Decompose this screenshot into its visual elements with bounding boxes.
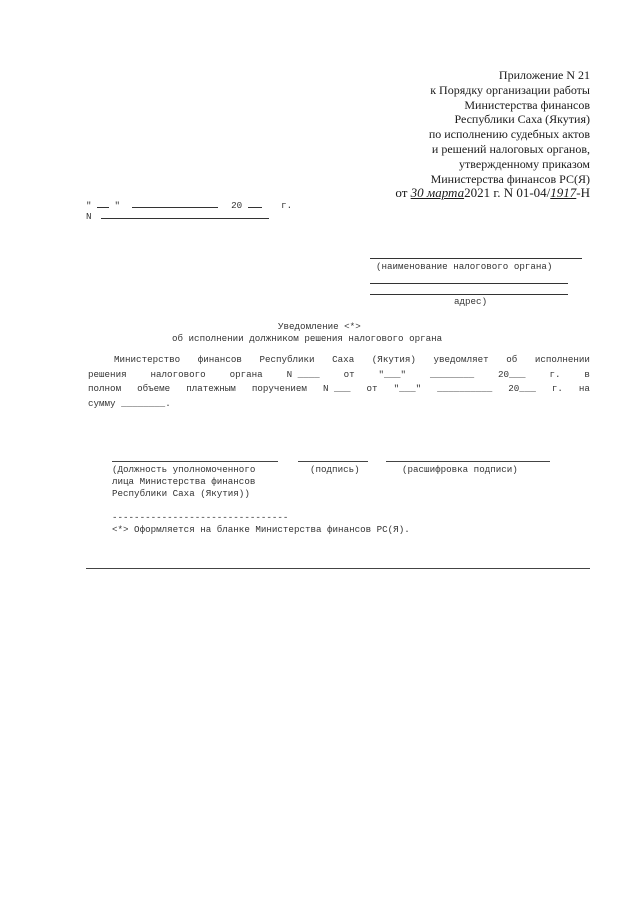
header-line: по исполнению судебных актов <box>428 127 590 142</box>
body-word: г. <box>549 368 561 380</box>
notice-title: Уведомление <*> <box>278 321 361 332</box>
recipient-address-line-2 <box>370 294 568 295</box>
header-line: Республики Саха (Якутия) <box>454 112 590 127</box>
body-word: платежным <box>186 383 236 394</box>
position-line <box>112 461 278 462</box>
recipient-address-caption: адрес) <box>454 296 488 307</box>
bottom-rule <box>86 568 590 569</box>
payment-month-blank: __________ <box>437 383 493 394</box>
body-word: Саха <box>332 354 355 365</box>
recipient-address-line-1 <box>370 283 568 284</box>
year-prefix: 20 <box>231 200 243 211</box>
order-year: 2021 г. N 01-04/ <box>464 185 551 201</box>
day-blank <box>97 207 109 208</box>
body-word: г. <box>551 383 563 394</box>
notice-body <box>88 353 590 411</box>
decision-day-blank: "___" <box>378 368 407 380</box>
order-suffix: -Н <box>576 185 590 201</box>
body-word: от <box>343 368 355 380</box>
body-word: (Якутия) <box>371 354 416 365</box>
body-word: от <box>366 383 378 394</box>
body-word: в <box>584 368 590 380</box>
header-line: к Порядку организации работы <box>430 82 590 97</box>
date-line <box>86 200 292 211</box>
signature-line <box>298 461 368 462</box>
month-blank <box>132 207 218 208</box>
position-caption-2: лица Министерства финансов <box>112 476 256 487</box>
year-suffix: г. <box>281 200 293 211</box>
header-line: Министерства финансов РС(Я) <box>430 171 590 186</box>
footnote-text: <*> Оформляется на бланке Министерства финансов РС(Я). <box>112 524 410 535</box>
decision-year-blank: 20___ <box>498 368 526 380</box>
body-word: органа <box>229 368 263 380</box>
appendix-header <box>395 68 590 201</box>
body-row-1 <box>88 353 590 368</box>
body-word: Республики <box>259 354 315 365</box>
footnote-divider: -------------------------------- <box>112 512 289 523</box>
signature-caption: (подпись) <box>310 464 360 475</box>
body-word: об <box>506 354 518 365</box>
decode-caption: (расшифровка подписи) <box>402 464 518 475</box>
header-line: Министерства финансов <box>464 97 590 112</box>
body-word: поручением <box>251 383 307 394</box>
order-number-handwritten: 1917 <box>550 185 577 201</box>
notice-subtitle: об исполнении должником решения налогового органа <box>172 333 443 344</box>
decision-month-blank: ________ <box>429 368 475 380</box>
body-word: Министерство <box>114 354 181 365</box>
body-word: полном <box>88 383 122 394</box>
order-date-handwritten: 30 марта <box>410 185 465 201</box>
position-caption-3: Республики Саха (Якутия)) <box>112 488 250 499</box>
appendix-title: Приложение N 21 <box>498 68 590 82</box>
number-label: N <box>86 211 92 222</box>
quote-open: " <box>86 200 92 211</box>
number-blank <box>101 218 269 219</box>
payment-order-number-blank: N ___ <box>322 383 351 394</box>
body-row-4: сумму ________. <box>88 397 171 409</box>
body-word: исполнении <box>534 354 590 365</box>
number-line <box>86 211 269 222</box>
recipient-name-line <box>370 258 582 259</box>
header-line: утвержденному приказом <box>459 156 590 171</box>
quote-close: " <box>114 200 121 211</box>
order-reference <box>395 186 590 201</box>
body-word: финансов <box>197 354 242 365</box>
year-blank <box>248 207 262 208</box>
body-word: налогового <box>150 368 206 380</box>
decision-number-blank: N ____ <box>286 368 320 380</box>
order-prefix: от <box>395 185 408 201</box>
body-word: уведомляет <box>433 354 489 365</box>
decode-line <box>386 461 550 462</box>
body-word: решения <box>88 368 127 380</box>
body-row-3 <box>88 382 590 397</box>
body-word: на <box>578 383 590 394</box>
body-word: объеме <box>137 383 171 394</box>
payment-year-blank: 20___ <box>508 383 536 394</box>
position-caption-1: (Должность уполномоченного <box>112 464 256 475</box>
header-line: и решений налоговых органов, <box>431 141 590 156</box>
recipient-name-caption: (наименование налогового органа) <box>376 261 553 272</box>
payment-day-blank: "___" <box>393 383 422 394</box>
body-row-2 <box>88 368 590 383</box>
